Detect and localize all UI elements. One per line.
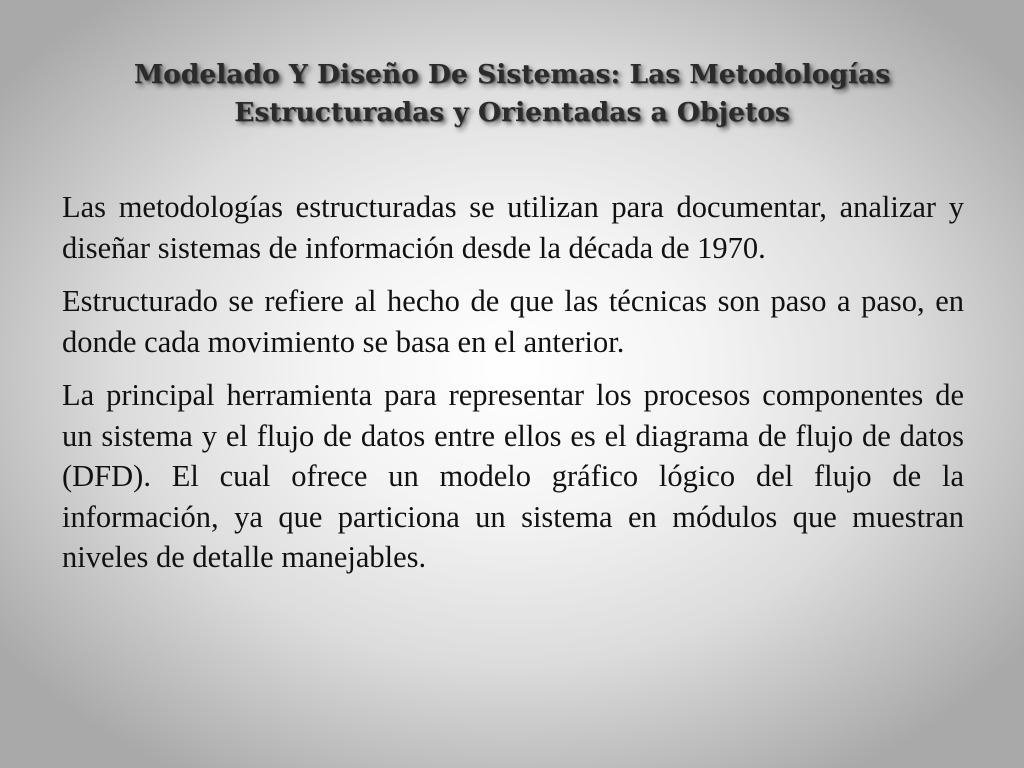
slide-title: [40, 56, 984, 132]
slide-title-line-2: Estructuradas y Orientadas a Objetos: [234, 97, 790, 128]
paragraph-dfd-tool: La principal herramienta para representar los procesos componentes de un sistema y el flujo de datos entre ellos es el diagrama de flujo de datos (DFD). El cual ofrece un modelo gráfico lógico del flujo de la información, ya que particiona un sistema en módulos que muestran niveles de detalle manejables.: [62, 378, 964, 574]
paragraph-structured-methodologies: Las metodologías estructuradas se utilizan para documentar, analizar y diseñar sistemas de información desde la década de 1970.: [62, 190, 964, 265]
paragraph-structured-definition: Estructurado se refiere al hecho de que las técnicas son paso a paso, en donde cada movimiento se basa en el anterior.: [62, 284, 964, 359]
slide-body: [62, 187, 964, 591]
slide-title-line-1: Modelado Y Diseño De Sistemas: Las Metodologías: [133, 59, 891, 90]
